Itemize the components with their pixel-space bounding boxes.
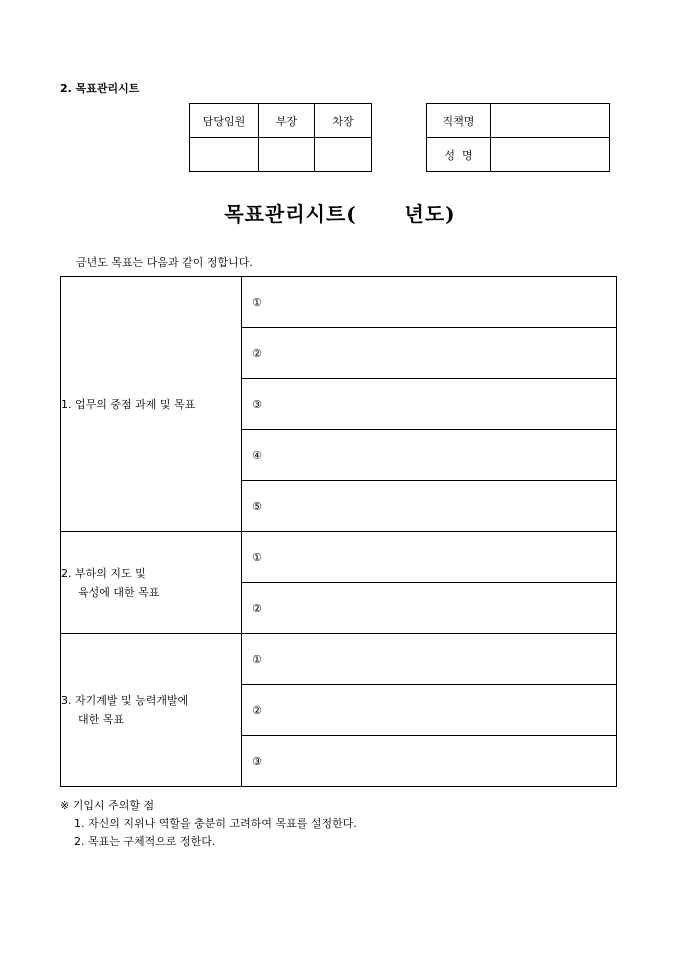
goal-category-1 <box>61 277 242 532</box>
category-label-continued: 육성에 대한 목표 <box>78 585 160 599</box>
note-line: 2. 목표는 구체적으로 정한다. <box>74 835 216 848</box>
goal-item[interactable]: ② <box>242 583 617 634</box>
intro-text: 금년도 목표는 다음과 같이 정합니다. <box>76 256 253 269</box>
goal-item[interactable]: ② <box>242 685 617 736</box>
person-info-table <box>426 103 610 172</box>
name-field[interactable] <box>491 138 610 172</box>
approval-header-executive: 담당임원 <box>190 104 259 138</box>
signature-cell-deputy[interactable] <box>315 138 372 172</box>
table-row <box>61 634 617 685</box>
signature-cell-executive[interactable] <box>190 138 259 172</box>
approval-signature-table <box>189 103 372 172</box>
category-label: 2. 부하의 지도 및 <box>61 566 146 580</box>
goal-item[interactable]: ④ <box>242 430 617 481</box>
table-row <box>61 277 617 328</box>
category-label: 3. 자기계발 및 능력개발에 <box>61 694 189 707</box>
page-title: 목표관리시트( 년도) <box>224 202 456 226</box>
category-label-continued: 대한 목표 <box>78 713 125 726</box>
goal-category-2 <box>61 532 242 634</box>
goal-item[interactable]: ② <box>242 328 617 379</box>
notes-section <box>60 797 357 851</box>
goal-item[interactable]: ① <box>242 532 617 583</box>
position-field[interactable] <box>491 104 610 138</box>
goals-table <box>60 276 617 787</box>
note-line: 1. 자신의 지위나 역할을 충분히 고려하여 목표를 설정한다. <box>74 817 357 830</box>
section-heading: 2. 목표관리시트 <box>60 82 140 95</box>
goal-item[interactable]: ③ <box>242 379 617 430</box>
approval-header-deputy: 차장 <box>315 104 372 138</box>
goal-item[interactable]: ① <box>242 634 617 685</box>
category-label: 1. 업무의 중점 과제 및 목표 <box>61 397 196 411</box>
name-label: 성 명 <box>427 138 491 172</box>
position-label: 직책명 <box>427 104 491 138</box>
table-row <box>61 532 617 583</box>
goal-item[interactable]: ③ <box>242 736 617 787</box>
goal-item[interactable]: ⑤ <box>242 481 617 532</box>
approval-header-manager: 부장 <box>259 104 315 138</box>
goal-category-3 <box>61 634 242 787</box>
goal-item[interactable]: ① <box>242 277 617 328</box>
signature-cell-manager[interactable] <box>259 138 315 172</box>
notes-heading: ※ 기입시 주의할 점 <box>60 799 155 812</box>
